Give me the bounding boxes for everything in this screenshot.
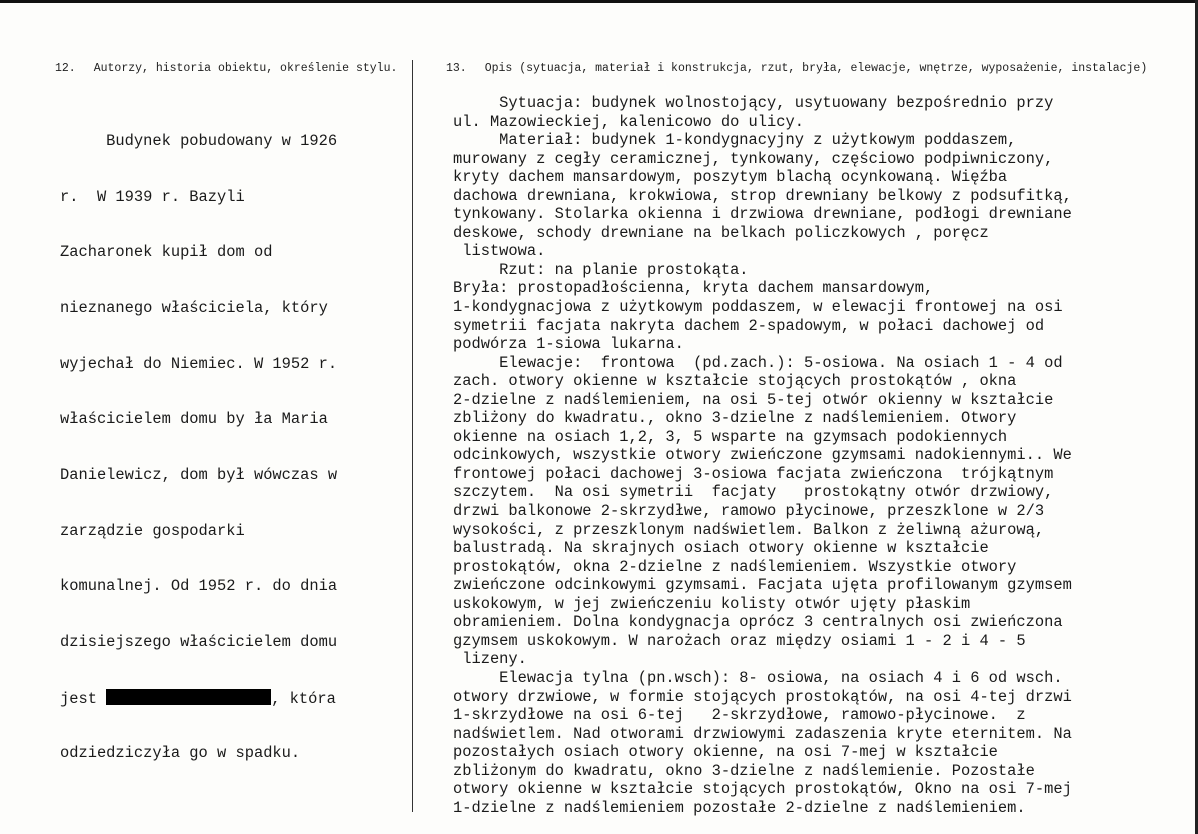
text-line: balustradą. Na skrajnych osiach otwory okienne w kształcie [453,539,989,558]
section-13-number: 13. [446,62,467,75]
section-13-heading [446,62,1147,75]
text-line: obramieniem. Dolna kondygnacja oprócz 3 centralnych osi zwieńczona [453,613,1063,632]
text-line: dzisiejszego właścicielem domu [60,632,338,651]
column-divider [412,60,413,812]
text-line: pozostałych osiach otwory okienne, na osi 7-mej w kształcie [453,743,998,762]
text-line: wysokości, z przeszklonym nadświetlem. Balkon z żeliwną ażurową, [453,520,1045,539]
text-line: tynkowany. Stolarka okienna i drzwiowa drewniane, podłogi drewniane [453,205,1072,224]
section-12-body [60,95,405,781]
text-line: zbliżony do kwadratu., okno 3-dzielne z nadślemieniem. Otwory [453,409,1017,428]
text-line: odcinkowych, wszystkie otwory zwieńczone gzymsami nadokiennymi.. We [453,446,1072,465]
text-line: otwory okienne w kształcie stojących prostokątów, Okno na osi 7-mej [453,780,1072,799]
text-line: prostokątów, okna 2-dzielne z nadślemieniem. Wszystkie otwory [453,557,1017,576]
text-line: uskokowym, w jej zwieńczeniu kolisty otwór ujęty płaskim [453,594,971,613]
text-line: kryty dachem mansardowym, poszytym blachą ocynkowaną. Więźba [453,168,1008,187]
text-line: nadświetlem. Nad otworami drzwiowymi zadaszenia kryte eternitem. Na [453,724,1072,743]
text-line: drzwi balkonowe 2-skrzydłwe, ramowo płycinowe, przeszklone w 2/3 [453,502,1045,521]
owner-line-end: , która [271,689,336,708]
text-line: 2-dzielne z nadślemieniem, na osi 5-tej otwór okienny w kształcie [453,390,1054,409]
text-line: Elewacje: frontowa (pd.zach.): 5-osiowa. Na osiach 1 - 4 od [453,353,1063,372]
text-line: zach. otwory okienne w kształcie stojących prostokątów , okna [453,372,1017,391]
text-line: Sytuacja: budynek wolnostojący, usytuowany bezpośrednio przy [453,94,1054,112]
scan-top-border [0,0,1198,3]
text-line: frontowej połaci dachowej 3-osiowa facjata zwieńczona trójkątnym [453,464,1054,483]
text-line: Zacharonek kupił dom od [60,243,273,262]
text-line: okienne na osiach 1,2, 3, 5 wsparte na gzymsach podokiennych [453,427,1008,446]
section-12-heading [55,62,397,75]
text-line: zbliżonym do kwadratu, okno 3-dzielne z nadślemienie. Pozostałe [453,761,1035,780]
text-line: otwory drzwiowe, w formie stojących prostokątów, na osi 4-tej drzwi [453,687,1072,706]
text-line: Budynek pobudowany w 1926 [60,132,338,151]
text-line: r. W 1939 r. Bazyli [60,187,245,206]
text-line: symetrii facjata nakryta dachem 2-spadowym, w połaci dachowej od [453,316,1045,335]
text-line: ul. Mazowieckiej, kalenicowo do ulicy. [453,112,804,131]
text-line: Rzut: na planie prostokąta. [453,260,749,279]
text-line: właścicielem domu by ła Maria [60,410,328,429]
text-line: podwórza 1-siowa lukarna. [453,335,684,354]
section-12-number: 12. [55,62,76,75]
section-12-title: Autorzy, historia obiektu, określenie stylu. [93,62,398,75]
section-13-body [453,94,1163,817]
text-line: dachowa drewniana, krokwiowa, strop drewniany belkowy z podsufitką, [453,186,1072,205]
text-line: 1-kondygnacjowa z użytkowym poddaszem, w elewacji frontowej na osi [453,298,1063,317]
text-line: murowany z cegły ceramicznej, tynkowany, częściowo podpiwniczony, [453,149,1054,168]
text-line: zarządzie gospodarki [60,521,245,540]
text-line: Danielewicz, dom był wówczas w [60,465,338,484]
text-line: szczytem. Na osi symetrii facjaty prostokątny otwór drzwiowy, [453,483,1054,502]
text-line: 1-skrzydłowe na osi 6-tej 2-skrzydłowe, ramowo-płycinowe. z [453,706,1026,725]
text-line: nieznanego właściciela, który [60,299,328,318]
text-line: zwieńczone odcinkowymi gzymsami. Facjata ujęta profilowanym gzymsem [453,576,1072,595]
text-line: komunalnej. Od 1952 r. do dnia [60,577,338,596]
text-line: Elewacja tylna (pn.wsch): 8- osiowa, na osiach 4 i 6 od wsch. [453,668,1063,687]
text-line: 1-dzielne z nadślemieniem pozostałe 2-dzielne z nadślemieniem. [453,798,1026,817]
redacted-text-line [60,689,405,708]
text-line: gzymsem uskokowym. W narożach oraz między osiami 1 - 2 i 4 - 5 [453,631,1026,650]
text-line: wyjechał do Niemiec. W 1952 r. [60,354,338,373]
text-line: lizeny. [453,650,527,669]
redaction-bar [106,689,271,705]
text-line: odziedziczyła go w spadku. [60,744,301,763]
owner-line-start: jest [60,689,107,708]
text-line: Materiał: budynek 1-kondygnacyjny z użytkowym poddaszem, [453,131,1017,150]
text-line: deskowe, schody drewniane na belkach policzkowych , poręcz [453,223,989,242]
section-13-title: Opis (sytuacja, materiał i konstrukcja, rzut, bryła, elewacje, wnętrze, wyposażenie, instalacje) [484,62,1148,75]
text-line: listwowa. [453,242,546,261]
text-line: Bryła: prostopadłościenna, kryta dachem mansardowym, [453,279,934,298]
